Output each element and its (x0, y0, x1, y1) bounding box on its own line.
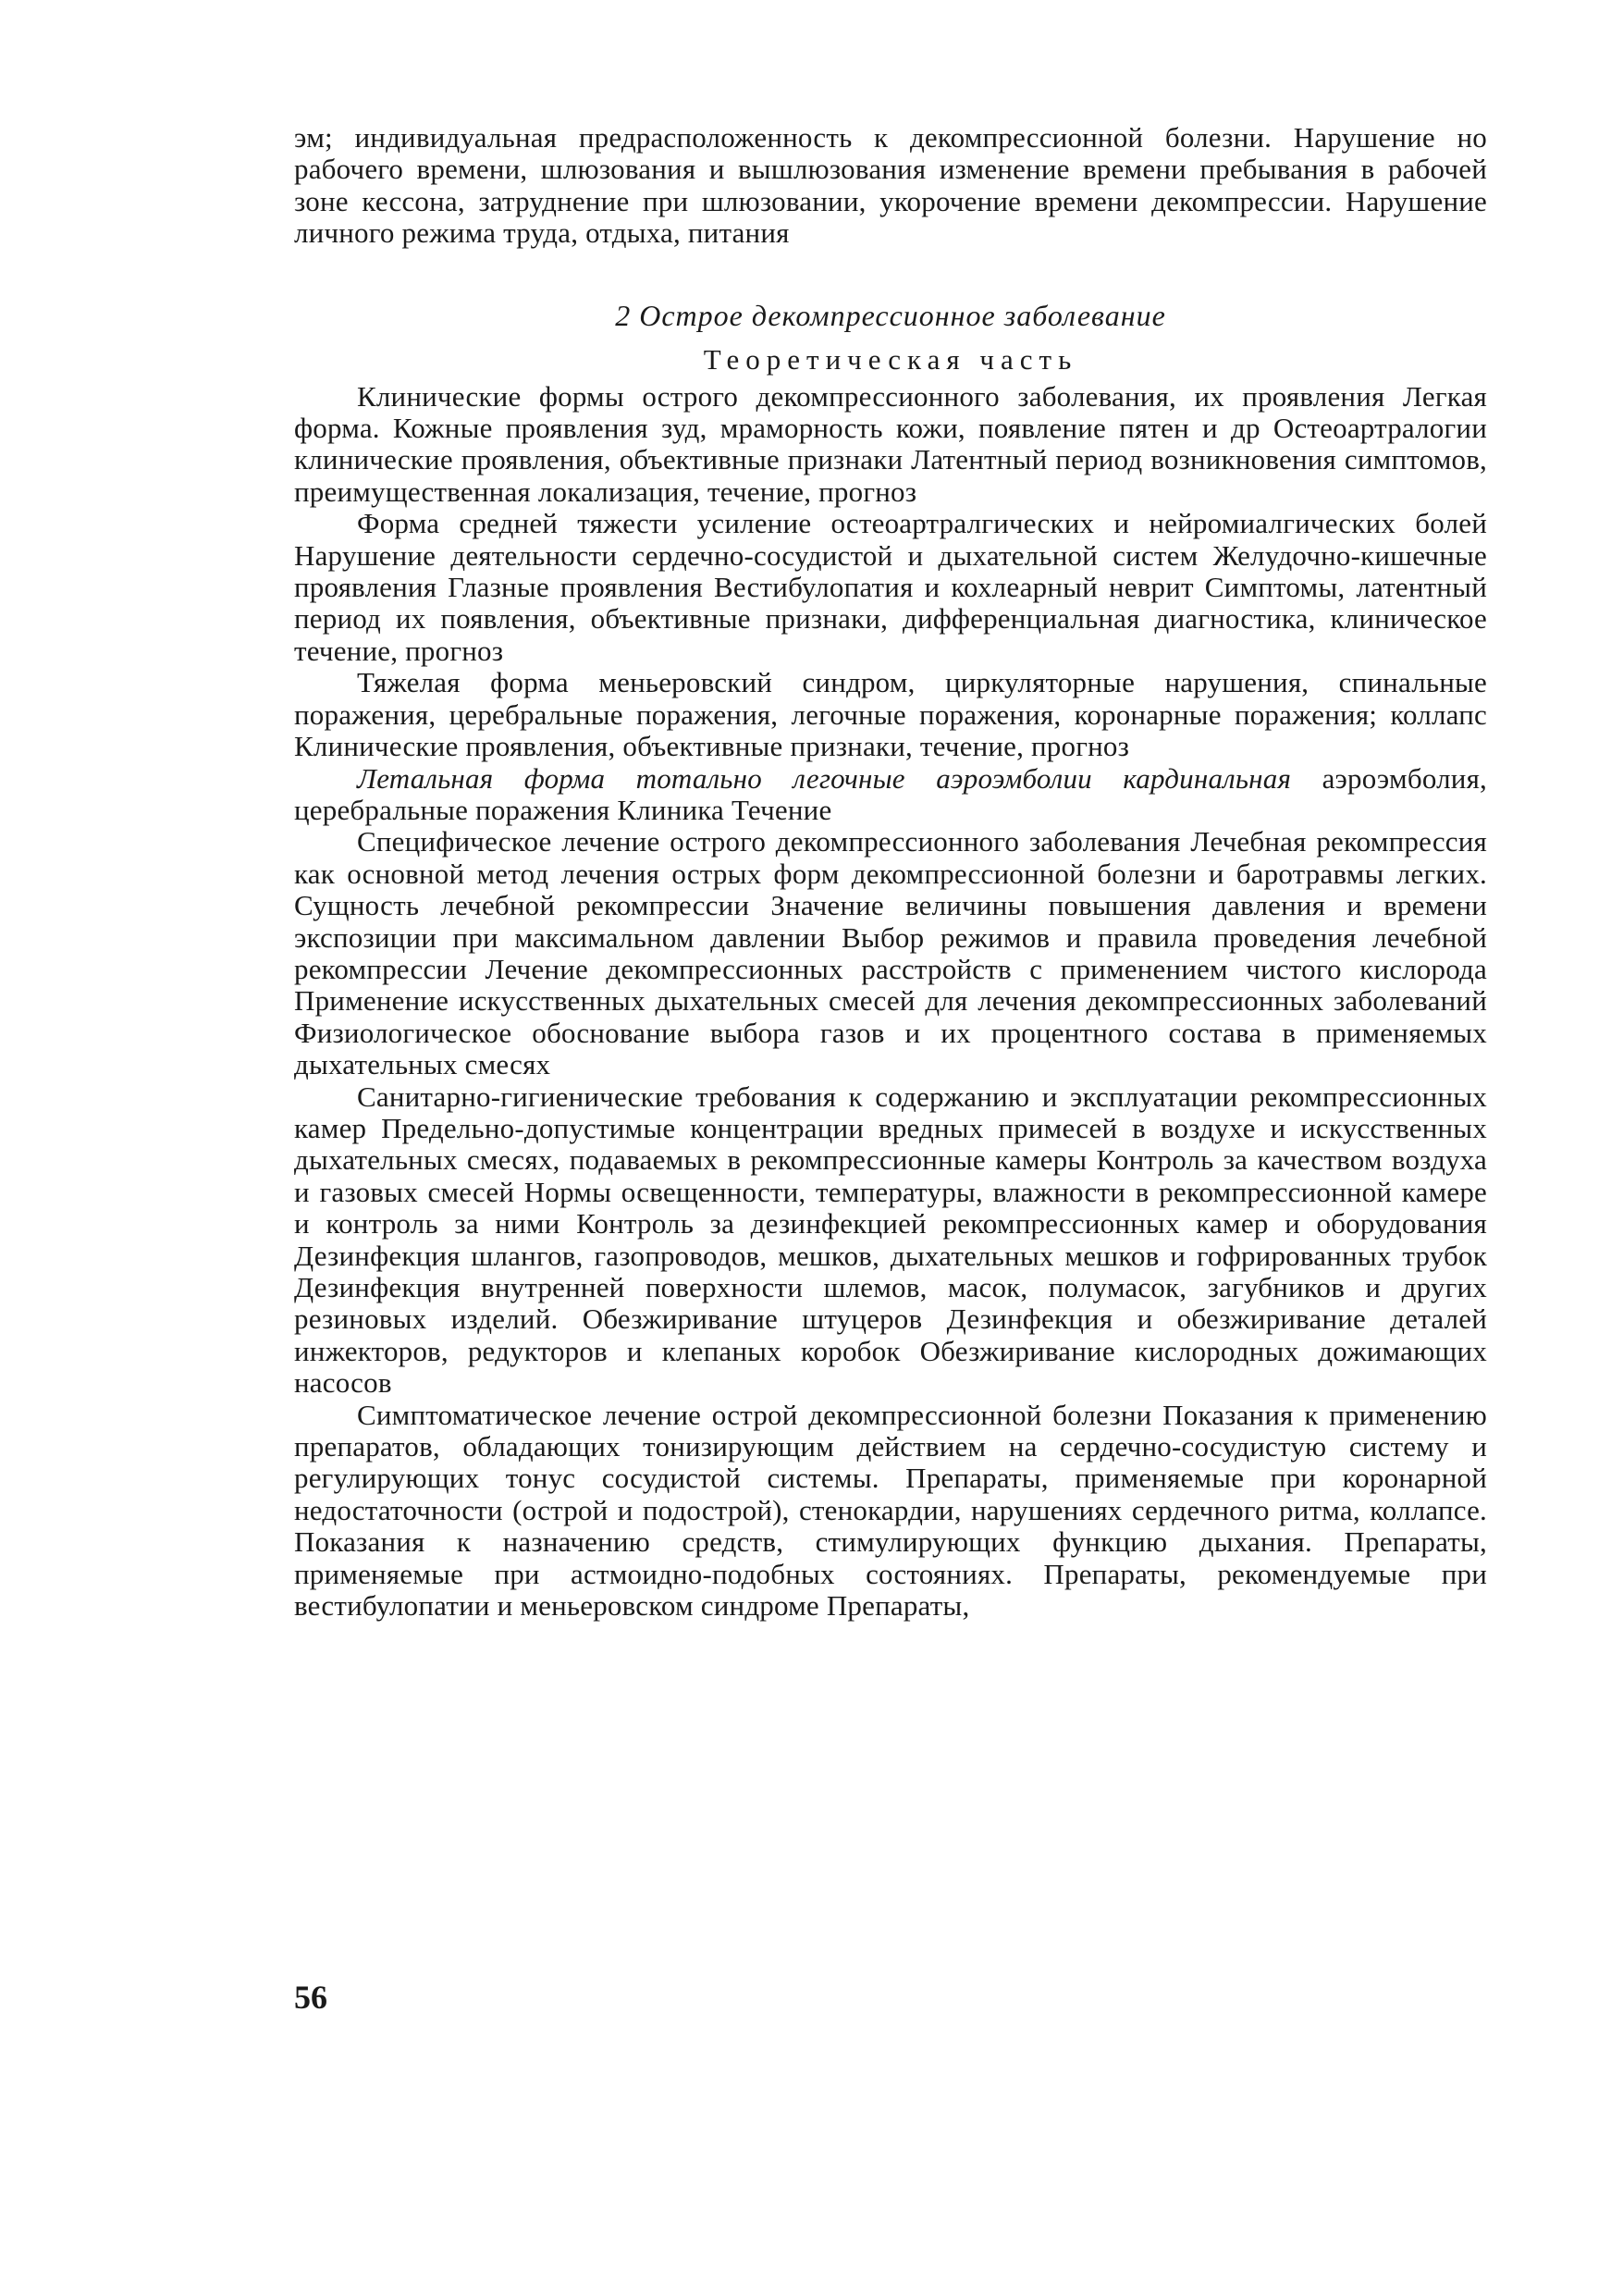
paragraph-lethal-form (294, 763, 1487, 827)
opening-paragraph: эм; индивидуальная предрасположенность к декомпрессионной болезни. Нарушение но рабочего времени, шлюзования и вышлюзования изменение времени пребывания в рабочей зоне кессона, затруднение при шлюзовании, укорочение времени декомпрессии. Нарушение личного режима труда, отдыха, питания (294, 121, 1487, 250)
paragraph-severe-form: Тяжелая форма меньеровский синдром, циркуляторные нарушения, спинальные поражения, церебральные поражения, легочные поражения, коронарные поражения; коллапс Клинические проявления, объективные признаки, течение, прогноз (294, 666, 1487, 763)
section-subtitle: Теоретическая часть (703, 342, 1078, 376)
section-title: 2 Острое декомпрессионное заболевание (615, 298, 1166, 332)
paragraph-clinical-forms: Клинические формы острого декомпрессионного заболевания, их проявления Легкая форма. Кожные проявления зуд, мраморность кожи, появление пятен и др Остеоартралогии клинические проявления, объективные признаки Латентный период возникновения симптомов, преимущественная локализация, течение, прогноз (294, 379, 1487, 508)
paragraph-moderate-form: Форма средней тяжести усиление остеоартралгических и нейромиалгических болей Нарушение деятельности сердечно-сосудистой и дыхательной систем Желудочно-кишечные проявления Глазные проявления Вестибулопатия и кохлеарный неврит Симптомы, латентный период их появления, объективные признаки, дифференциальная диагностика, клиническое течение, прогноз (294, 507, 1487, 667)
paragraph-specific-treatment: Специфическое лечение острого декомпрессионного заболевания Лечебная рекомпрессия как основной метод лечения острых форм декомпрессионной болезни и баротравмы легких. Сущность лечебной рекомпрессии Значение величины повышения давления и времени экспозиции при максимальном давлении Выбор режимов и правила проведения лечебной рекомпрессии Лечение декомпрессионных расстройств с применением чистого кислорода Применение искусственных дыхательных смесей для лечения декомпрессионных заболеваний Физиологическое обоснование выбора газов и их процентного состава в применяемых дыхательных смесях (294, 825, 1487, 1081)
paragraph-sanitary-requirements: Санитарно-гигиенические требования к содержанию и эксплуатации рекомпрессионных камер Предельно-допустимые концентрации вредных примесей в воздухе и искусственных дыхательных смесях, подаваемых в рекомпрессионные камеры Контроль за качеством воздуха и газовых смесей Нормы освещенности, температуры, влажности в рекомпрессионной камере и контроль за ними Контроль за дезинфекцией рекомпрессионных камер и оборудования Дезинфекция шлангов, газопроводов, мешков, дыхательных мешков и гофрированных трубок Дезинфекция внутренней поверхности шлемов, масок, полумасок, загубников и других резиновых изделий. Обезжиривание штуцеров Дезинфекция и обезжиривание деталей инжекторов, редукторов и клепаных коробок Обезжиривание кислородных дожимающих насосов (294, 1080, 1487, 1400)
lethal-form-lead: Летальная форма тотально легочные аэроэмболии кардинальная (357, 761, 1292, 795)
text-column (294, 122, 1487, 1622)
page-number: 56 (294, 1979, 327, 2016)
paragraph-symptomatic-treatment: Симптоматическое лечение острой декомпрессионной болезни Показания к применению препаратов, обладающих тонизирующим действием на сердечно-сосудистую систему и регулирующих тонус сосудистой системы. Препараты, применяемые при коронарной недостаточности (острой и подострой), стенокардии, нарушениях сердечного ритма, коллапсе. Показания к назначению средств, стимулирующих функцию дыхания. Препараты, применяемые при астмоидно-подобных состояниях. Препараты, рекомендуемые при вестибулопатии и меньеровском синдроме Препараты, (294, 1398, 1487, 1623)
lethal-form-rest: аэроэмболия, церебральные поражения Клиника Течение (294, 761, 1488, 826)
